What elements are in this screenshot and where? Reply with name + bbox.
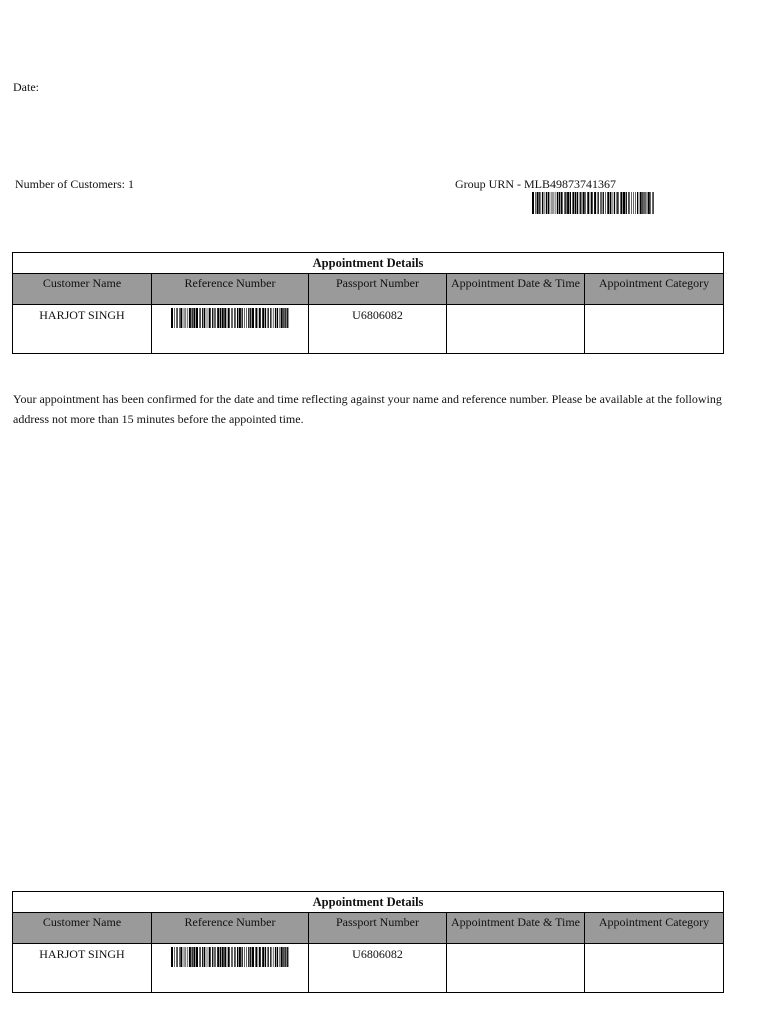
reference-number-cell [152, 944, 309, 993]
table-caption: Appointment Details [13, 253, 724, 274]
column-header-appointment-date-time: Appointment Date & Time [447, 274, 585, 305]
passport-number-cell: U6806082 [309, 305, 447, 354]
table-row [13, 944, 724, 993]
date-label: Date: [13, 80, 39, 94]
reference-barcode-icon [171, 308, 289, 328]
appointment-date-time-cell [447, 305, 585, 354]
column-header-appointment-category: Appointment Category [585, 913, 724, 944]
column-header-reference-number: Reference Number [152, 274, 309, 305]
column-header-appointment-category: Appointment Category [585, 274, 724, 305]
appointment-category-cell [585, 305, 724, 354]
number-of-customers: Number of Customers: 1 [15, 177, 134, 191]
confirmation-message: Your appointment has been confirmed for the date and time reflecting against your name and reference number. Please be available at the following address not more than 15 minutes before the appointed time. [13, 392, 722, 426]
appointment-details-table-2 [12, 891, 724, 993]
reference-barcode-icon [171, 947, 289, 967]
group-urn: Group URN - MLB49873741367 [455, 177, 616, 191]
column-header-appointment-date-time: Appointment Date & Time [447, 913, 585, 944]
passport-number-cell: U6806082 [309, 944, 447, 993]
customer-name-cell: HARJOT SINGH [13, 944, 152, 993]
column-header-passport-number: Passport Number [309, 913, 447, 944]
customer-name-cell: HARJOT SINGH [13, 305, 152, 354]
column-header-customer-name: Customer Name [13, 274, 152, 305]
column-header-reference-number: Reference Number [152, 913, 309, 944]
table-caption: Appointment Details [13, 892, 724, 913]
column-header-customer-name: Customer Name [13, 913, 152, 944]
appointment-details-table [12, 252, 724, 354]
reference-number-cell [152, 305, 309, 354]
group-urn-barcode-icon [532, 192, 654, 214]
appointment-date-time-cell [447, 944, 585, 993]
appointment-category-cell [585, 944, 724, 993]
column-header-passport-number: Passport Number [309, 274, 447, 305]
table-row [13, 305, 724, 354]
